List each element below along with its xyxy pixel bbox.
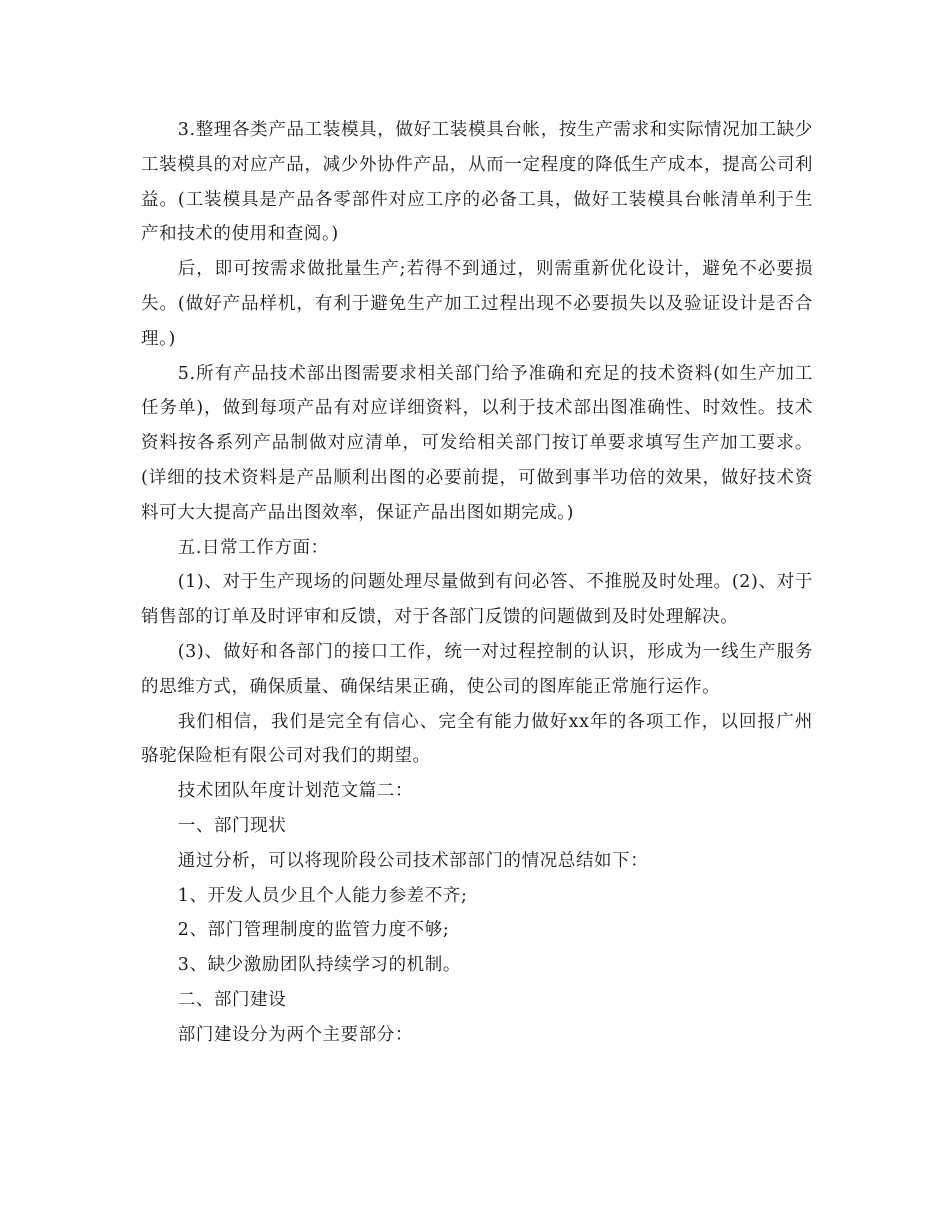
paragraph-closing-statement: 我们相信，我们是完全有信心、完全有能力做好xx年的各项工作，以回报广州骆驼保险柜有限公司对我们的期望。 [141,711,813,767]
paragraph-sample-approval: 后，即可按需求做批量生产;若得不到通过，则需重新优化设计，避免不必要损失。(做好产品样机，有利于避免生产加工过程出现不必要损失以及验证设计是否合理。) [141,259,813,349]
list-item-status-1: 1、开发人员少且个人能力参差不齐; [177,885,468,906]
section-heading-department-building: 二、部门建设 [177,989,287,1010]
paragraph-technical-data: 5.所有产品技术部出图需要求相关部门给予准确和充足的技术资料(如生产加工任务单)，做到每项产品有对应详细资料，以利于技术部出图准确性、时效性。技术资料按各系列产品制做对应清单，可发给相关部门按订单要求填写生产加工要求。(详细的技术资料是产品顺利出图的必要前提，可做到事半功倍的效果，做好技术资料可大大提高产品出图效率，保证产品出图如期完成。) [141,363,813,523]
list-item-status-2: 2、部门管理制度的监管力度不够; [177,920,450,941]
paragraph-analysis-intro: 通过分析，可以将现阶段公司技术部部门的情况总结如下： [177,850,649,871]
section-title-sample-two: 技术团队年度计划范文篇二： [177,781,414,802]
paragraph-daily-work-3: (3)、做好和各部门的接口工作，统一对过程控制的认识，形成为一线生产服务的思维方式，确保质量、确保结果正确，使公司的图库能正常施行运作。 [141,641,813,697]
section-heading-daily-work: 五.日常工作方面： [177,537,329,558]
document-body [141,113,813,1053]
paragraph-building-intro: 部门建设分为两个主要部分： [177,1024,414,1045]
list-item-status-3: 3、缺少激励团队持续学习的机制。 [177,955,461,976]
paragraph-daily-work-1-2: (1)、对于生产现场的问题处理尽量做到有问必答、不推脱及时处理。(2)、对于销售部的订单及时评审和反馈，对于各部门反馈的问题做到及时处理解决。 [141,572,813,628]
section-heading-department-status: 一、部门现状 [177,815,287,836]
paragraph-tooling-molds: 3.整理各类产品工装模具，做好工装模具台帐，按生产需求和实际情况加工缺少工装模具的对应产品，减少外协件产品，从而一定程度的降低生产成本，提高公司利益。(工装模具是产品各零部件对应工序的必备工具，做好工装模具台帐清单利于生产和技术的使用和查阅。) [141,120,813,245]
